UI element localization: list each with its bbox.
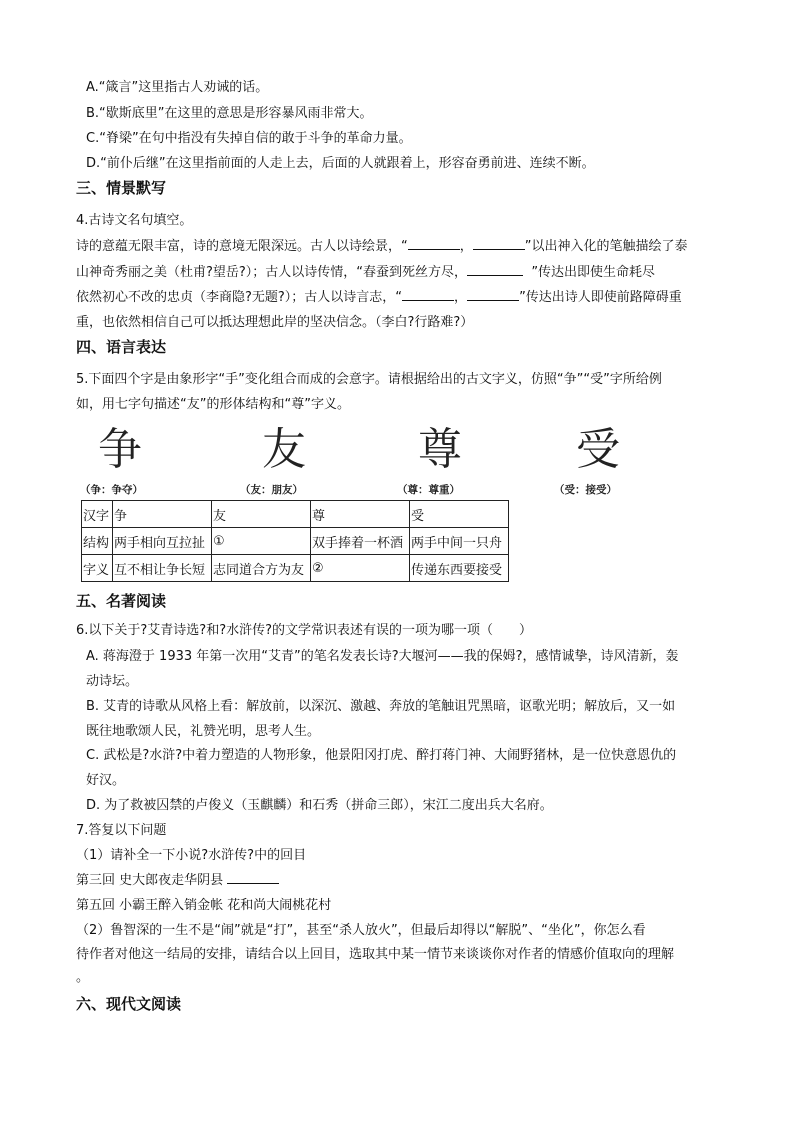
option-b-line: 既往地歌颂人民，礼赞光明，思考人生。 (86, 724, 321, 739)
fill-blank[interactable] (408, 237, 460, 250)
ancient-glyph-you: 友 (262, 424, 306, 475)
option-a-line: A. 蒋海澄于 1933 年第一次用“艾青”的笔名发表长诗?大堰河——我的保姆?，感情诚挚，诗风清新，轰 (86, 649, 679, 664)
fill-blank[interactable] (402, 288, 454, 301)
answer-cell-2[interactable]: ② (311, 555, 410, 582)
glyph-caption: （尊：尊重） (397, 484, 460, 496)
fill-blank[interactable] (473, 237, 525, 250)
table-row (82, 528, 509, 555)
question-text: 如，用七字句描述“友”的形体结构和“尊”字义。 (76, 397, 350, 412)
question-title: 6.以下关于?艾青诗选?和?水浒传?的文学常识表述有误的一项为哪一项（ ） (76, 623, 533, 638)
paragraph-line (76, 237, 688, 257)
option-b: B.“歇斯底里”在这里的意思是形容暴风雨非常大。 (86, 106, 373, 121)
table-row (82, 501, 509, 528)
text-segment: ”传达出即使生命耗尽 (531, 265, 656, 280)
option-b-line: B. 艾青的诗歌从风格上看：解放前，以深沉、激越、奔放的笔触诅咒黑暗，讴歌光明；解放后，又一如 (86, 699, 676, 714)
fill-blank[interactable] (227, 871, 279, 884)
question-title: 4.古诗文名句填空。 (76, 213, 193, 228)
paragraph-line: 重，也依然相信自己可以抵达理想此岸的坚决信念。（李白?行路难?） (76, 315, 474, 330)
table-cell: 传递东西要接受 (410, 555, 509, 582)
chapter-line: 第五回 小霸王醉入销金帐 花和尚大闹桃花村 (76, 898, 332, 913)
text-segment: ”以出神入化的笔触描绘了泰 (524, 239, 688, 254)
table-cell: 两手相向互拉扯 (113, 528, 212, 555)
section-title: 六、现代文阅读 (76, 995, 182, 1013)
subquestion: （2）鲁智深的一生不是“闹”就是“打”，甚至“杀人放火”，但最后却得以“解脱”、“坐化”，你怎么看 (76, 923, 646, 938)
text-segment: ， (454, 290, 468, 305)
option-c-line: C. 武松是?水浒?中着力塑造的人物形象，他景阳冈打虎、醉打蒋门神、大闹野猪林，是一位快意恩仇的 (86, 748, 677, 763)
ancient-glyph-shou: 受 (576, 424, 620, 475)
section-title: 五、名著阅读 (76, 592, 167, 610)
table-cell: 结构 (82, 528, 113, 555)
table-cell: 受 (410, 501, 509, 528)
table-cell: 双手捧着一杯酒 (311, 528, 410, 555)
option-a: A.“箴言”这里指古人劝诫的话。 (86, 80, 269, 95)
section-title: 三、情景默写 (76, 179, 167, 197)
table-row (82, 555, 509, 582)
subquestion: （1）请补全一下小说?水浒传?中的回目 (76, 848, 307, 863)
chapter-text: 第三回 史大郎夜走华阴县 (76, 873, 228, 888)
table-cell: 两手中间一只舟 (410, 528, 509, 555)
glyph-caption: （友：朋友） (240, 484, 303, 496)
table-cell: 字义 (82, 555, 113, 582)
option-c: C.“脊梁”在句中指没有失掉自信的敢于斗争的革命力量。 (86, 131, 412, 146)
text-segment: 诗的意蕴无限丰富，诗的意境无限深远。古人以诗绘景，“ (76, 239, 408, 254)
option-c-line: 好汉。 (86, 773, 126, 788)
text-segment: 依然初心不改的忠贞（李商隐?无题?）；古人以诗言志，“ (76, 290, 403, 305)
table-cell: 友 (212, 501, 311, 528)
text-segment: ， (459, 239, 473, 254)
subquestion: 。 (76, 970, 90, 985)
option-a-line: 动诗坛。 (86, 674, 139, 689)
ancient-glyph-zheng: 争 (98, 424, 142, 475)
table-cell: 尊 (311, 501, 410, 528)
table-cell: 志同道合方为友 (212, 555, 311, 582)
table-cell: 互不相让争长短 (113, 555, 212, 582)
text-segment: ”传达出诗人即使前路障碍重 (519, 290, 682, 305)
glyph-caption: （受：接受） (554, 484, 617, 496)
question-text: 5.下面四个字是由象形字“手”变化组合而成的会意字。请根据给出的古文字义，仿照“争”“受”字所给例 (76, 372, 662, 387)
text-segment: 山神奇秀丽之美（杜甫?望岳?）；古人以诗传情，“春蚕到死丝方尽， (76, 265, 468, 280)
paragraph-line (76, 263, 655, 283)
question-title: 7.答复以下问题 (76, 823, 167, 838)
option-d-line: D. 为了救被囚禁的卢俊义（玉麒麟）和石秀（拼命三郎），宋江二度出兵大名府。 (86, 798, 553, 813)
table-cell: 争 (113, 501, 212, 528)
paragraph-line (76, 288, 682, 308)
section-title: 四、语言表达 (76, 338, 167, 356)
table-cell: 汉字 (82, 501, 113, 528)
fill-blank[interactable] (467, 288, 519, 301)
option-d: D.“前仆后继”在这里指前面的人走上去，后面的人就跟着上，形容奋勇前进、连续不断。 (86, 156, 595, 171)
subquestion: 待作者对他这一结局的安排，请结合以上回目，选取其中某一情节来谈谈你对作者的情感价值取向的理解 (76, 947, 675, 962)
character-table (81, 500, 509, 582)
ancient-glyph-zun: 尊 (418, 424, 462, 475)
glyph-caption: （争：争夺） (80, 484, 143, 496)
answer-cell-1[interactable]: ① (212, 528, 311, 555)
fill-blank[interactable] (467, 263, 523, 276)
chapter-line (76, 871, 279, 891)
